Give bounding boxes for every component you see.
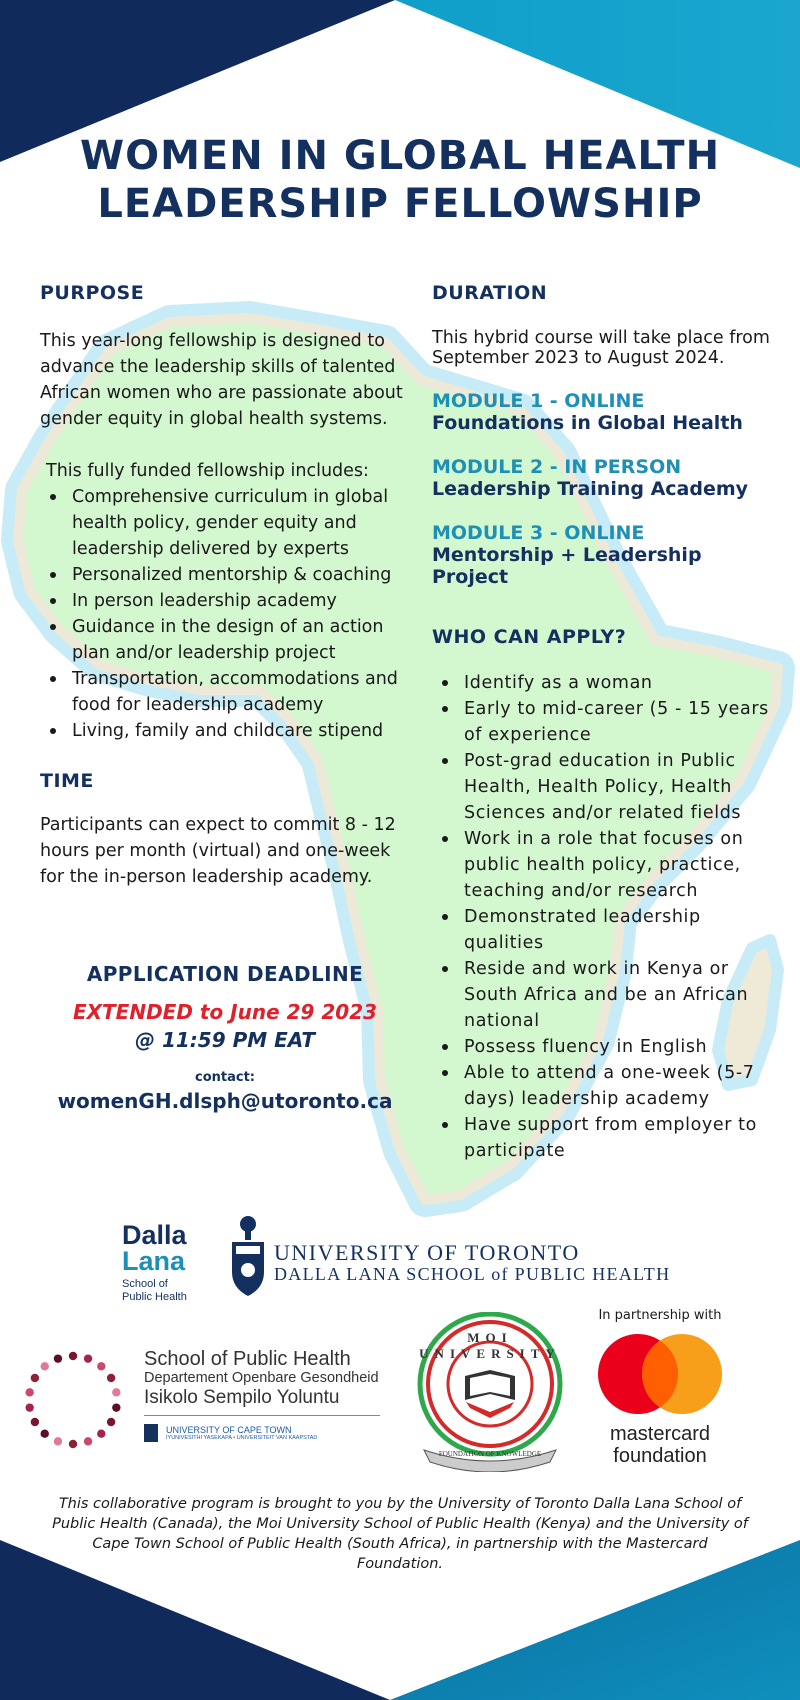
ring-dot xyxy=(112,1403,120,1411)
uct-logo-line5: IYUNIVESITHI YASEKAPA • UNIVERSITEIT VAN KAAPSTAD xyxy=(166,1434,318,1441)
moi-university-logo xyxy=(410,1312,570,1472)
deadline-block xyxy=(40,962,410,1113)
uct-shield-icon xyxy=(144,1424,158,1442)
module-2 xyxy=(432,456,782,500)
ring-dot xyxy=(69,1440,77,1448)
module-title: Mentorship + Leadership Project xyxy=(432,544,702,588)
module-title: Leadership Training Academy xyxy=(432,478,749,500)
who-heading: WHO CAN APPLY? xyxy=(432,626,627,648)
list-item: Early to mid-career (5 - 15 years of experience xyxy=(432,696,782,748)
list-item: Demonstrated leadership qualities xyxy=(432,904,782,956)
ring-dot xyxy=(97,1430,105,1438)
dalla-lana-logo xyxy=(122,1222,202,1304)
list-item: Able to attend a one-week (5-7 days) leadership academy xyxy=(432,1060,782,1112)
module-label: MODULE 3 - ONLINE xyxy=(432,522,645,544)
ring-dot xyxy=(25,1403,33,1411)
deadline-time: @ 11:59 PM EAT xyxy=(135,1028,315,1052)
title-line-2: LEADERSHIP FELLOWSHIP xyxy=(97,181,703,227)
purpose-includes-label: This fully funded fellowship includes: xyxy=(46,461,369,481)
uct-logo-line1: School of Public Health xyxy=(144,1348,351,1370)
uct-university-row xyxy=(144,1424,384,1442)
uct-dots-logo xyxy=(18,1345,128,1455)
list-item: Living, family and childcare stipend xyxy=(40,718,410,744)
list-item: Reside and work in Kenya or South Africa and be an African national xyxy=(432,956,782,1034)
title-line-1: WOMEN IN GLOBAL HEALTH xyxy=(79,133,721,179)
right-column xyxy=(432,282,782,1164)
partnership-label: In partnership with xyxy=(598,1308,722,1323)
uoft-logo-line2: DALLA LANA SCHOOL of PUBLIC HEALTH xyxy=(274,1264,671,1284)
uct-logo-line3: Isikolo Sempilo Yoluntu xyxy=(144,1387,340,1408)
page-title xyxy=(0,132,800,228)
ring-dot xyxy=(112,1388,120,1396)
uoft-crest-icon xyxy=(228,1214,268,1300)
ring-dot xyxy=(41,1362,49,1370)
list-item: Have support from employer to participate xyxy=(432,1112,782,1164)
who-list xyxy=(432,670,782,1164)
list-item: Personalized mentorship & coaching xyxy=(40,562,410,588)
ring-dot xyxy=(25,1388,33,1396)
left-column xyxy=(40,282,410,890)
dalla-lana-logo-line4: Public Health xyxy=(122,1291,187,1303)
mastercard-circles-icon xyxy=(595,1333,725,1415)
purpose-heading: PURPOSE xyxy=(40,282,145,304)
moi-banner-text: FOUNDATION OF KNOWLEDGE xyxy=(438,1450,542,1458)
list-item: Work in a role that focuses on public health policy, practice, teaching and/or research xyxy=(432,826,782,904)
ring-dot xyxy=(84,1354,92,1362)
ring-dot xyxy=(31,1418,39,1426)
uct-divider xyxy=(144,1415,380,1416)
footer-note: This collaborative program is brought to you by the University of Toronto Dalla Lana School of Public Health (Canada), the Moi University School of Public Health (Kenya) and the University of Cape Town School of Public Health (South Africa), in partnership with the Mastercard Foundation. xyxy=(52,1496,748,1572)
list-item: Transportation, accommodations and food for leadership academy xyxy=(40,666,410,718)
module-3 xyxy=(432,522,782,588)
contact-email[interactable]: womenGH.dlsph@utoronto.ca xyxy=(57,1089,393,1113)
uoft-logo xyxy=(228,1214,688,1304)
ring-dot xyxy=(31,1374,39,1382)
moi-ring-text: MOI UNIVERSITY xyxy=(419,1330,561,1361)
module-label: MODULE 2 - IN PERSON xyxy=(432,456,682,478)
ring-dot xyxy=(97,1362,105,1370)
purpose-list xyxy=(40,484,410,744)
dalla-lana-logo-line2: Lana xyxy=(122,1246,186,1276)
module-label: MODULE 1 - ONLINE xyxy=(432,390,645,412)
uct-logo-line2: Departement Openbare Gesondheid xyxy=(144,1370,379,1386)
ring-dot xyxy=(41,1430,49,1438)
ring-dot xyxy=(69,1352,77,1360)
duration-text: This hybrid course will take place from September 2023 to August 2024. xyxy=(432,328,770,368)
list-item: Possess fluency in English xyxy=(432,1034,782,1060)
list-item: In person leadership academy xyxy=(40,588,410,614)
deadline-extended: EXTENDED to June 29 2023 xyxy=(72,1000,378,1024)
list-item: Identify as a woman xyxy=(432,670,782,696)
contact-label: contact: xyxy=(195,1070,255,1085)
ring-dot xyxy=(54,1354,62,1362)
list-item: Post-grad education in Public Health, Health Policy, Health Sciences and/or related fields xyxy=(432,748,782,826)
uct-logo-line4: UNIVERSITY OF CAPE TOWN xyxy=(166,1424,292,1435)
uct-logo xyxy=(144,1348,384,1442)
module-1 xyxy=(432,390,782,434)
duration-heading: DURATION xyxy=(432,282,548,304)
deadline-heading: APPLICATION DEADLINE xyxy=(86,962,364,986)
module-title: Foundations in Global Health xyxy=(432,412,743,434)
mastercard-line2: foundation xyxy=(613,1445,707,1467)
list-item: Guidance in the design of an action plan and/or leadership project xyxy=(40,614,410,666)
mastercard-foundation-logo xyxy=(580,1308,740,1467)
list-item: Comprehensive curriculum in global health policy, gender equity and leadership delivered by experts xyxy=(40,484,410,562)
ring-dot xyxy=(107,1418,115,1426)
ring-dot xyxy=(107,1374,115,1382)
purpose-intro: This year-long fellowship is designed to advance the leadership skills of talented African women who are passionate about gender equity in global health systems. xyxy=(40,331,403,429)
dalla-lana-logo-line3: School of xyxy=(122,1278,168,1290)
ring-dot xyxy=(84,1437,92,1445)
time-heading: TIME xyxy=(40,770,94,792)
dalla-lana-logo-line1: Dalla xyxy=(122,1220,187,1250)
time-text: Participants can expect to commit 8 - 12 hours per month (virtual) and one-week for the in-person leadership academy. xyxy=(40,815,396,887)
mastercard-line1: mastercard xyxy=(609,1423,711,1445)
ring-dot xyxy=(54,1437,62,1445)
dot-ring-icon xyxy=(18,1345,128,1455)
uoft-logo-line1: UNIVERSITY OF TORONTO xyxy=(274,1240,580,1265)
